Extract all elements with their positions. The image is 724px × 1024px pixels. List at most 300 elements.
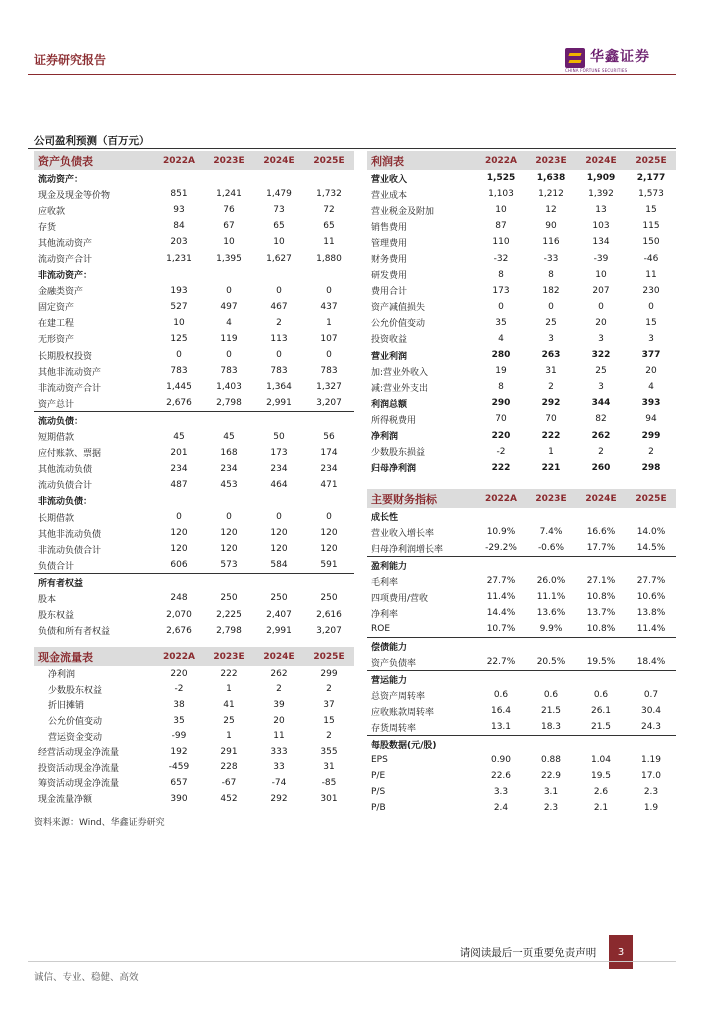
cell-value: 3,207 [316, 398, 342, 409]
cell-value: 260 [591, 462, 611, 473]
cell-value: 21.5 [590, 722, 612, 732]
cell-value: 10.8% [586, 624, 616, 634]
row-label: 应收款 [38, 206, 66, 217]
page-number: 3 [609, 935, 633, 969]
cell-value: 19 [495, 366, 507, 377]
cell-value: -0.6% [537, 543, 565, 553]
cell-value: -33 [543, 253, 559, 264]
row-label: 归母净利润 [371, 464, 417, 475]
cell-value: 2,991 [266, 398, 292, 409]
row-label: 非流动负债： [38, 497, 93, 508]
table-row [367, 411, 676, 427]
table-row [367, 315, 676, 331]
cell-value: 207 [592, 285, 610, 296]
cell-value: 222 [491, 462, 511, 473]
table-row [34, 186, 354, 202]
cell-value: 0 [326, 285, 332, 296]
year-header: 2024E [263, 155, 295, 166]
table-row [34, 234, 354, 250]
cell-value: 9.9% [539, 624, 563, 634]
cell-value: 15 [645, 205, 657, 216]
year-header: 2022A [484, 493, 517, 504]
row-label: 折旧摊销 [48, 701, 85, 712]
cell-value: 0 [548, 301, 554, 312]
row-label: 经营活动现金净流量 [38, 748, 120, 759]
table-header [34, 647, 354, 666]
row-label: 营业成本 [371, 190, 408, 201]
table-row [367, 719, 676, 735]
cell-value: 783 [320, 366, 338, 377]
table-row [34, 331, 354, 347]
table-header [367, 151, 676, 170]
table-row [367, 508, 676, 524]
cell-value: 30.4 [640, 706, 662, 716]
cell-value: 26.0% [536, 576, 566, 586]
row-label: 应付账款、票据 [38, 449, 102, 460]
row-label: 流动负债合计 [38, 481, 93, 492]
cell-value: 0.6 [593, 690, 609, 700]
cell-value: 24.3 [640, 722, 662, 732]
cell-value: 333 [270, 746, 288, 757]
cell-value: 783 [170, 366, 188, 377]
cell-value: 25 [595, 366, 607, 377]
table-row [34, 315, 354, 331]
cell-value: 27.7% [486, 576, 516, 586]
cell-value: 2,407 [266, 609, 292, 620]
cell-value: 3.3 [493, 787, 509, 797]
table-row [34, 395, 354, 411]
table-row [367, 800, 676, 816]
cell-value: 0.7 [643, 690, 659, 700]
cell-value: 390 [170, 793, 188, 804]
table-row [34, 509, 354, 525]
cell-value: 11.1% [536, 592, 566, 602]
logo-english-name: CHINA FORTUNE SECURITIES [565, 68, 628, 73]
cell-value: 292 [541, 398, 561, 409]
cell-value: 25 [545, 317, 557, 328]
cell-value: 193 [170, 285, 188, 296]
cell-value: 1,525 [486, 173, 516, 184]
row-label: EPS [371, 755, 388, 765]
data-source: 资料来源：Wind、华鑫证券研究 [34, 818, 165, 828]
cell-value: 0 [326, 350, 332, 361]
cell-value: 31 [323, 762, 335, 773]
cell-value: 120 [220, 528, 238, 539]
row-label: 净利率 [371, 609, 399, 620]
table-row [34, 573, 354, 590]
cell-value: 1,909 [586, 173, 616, 184]
cell-value: 15 [323, 715, 335, 726]
cell-value: 487 [170, 479, 188, 490]
row-label: 应收账款周转率 [371, 707, 435, 718]
table-row [367, 573, 676, 589]
cell-value: 8 [498, 269, 504, 280]
year-header: 2022A [162, 651, 195, 662]
table-row [367, 202, 676, 218]
table-header [34, 151, 354, 170]
row-label: 少数股东权益 [48, 685, 103, 696]
row-label: 股东权益 [38, 611, 75, 622]
cell-value: 120 [270, 528, 288, 539]
cell-value: 220 [170, 668, 188, 679]
caption-divider [28, 148, 676, 149]
year-header: 2025E [313, 651, 345, 662]
row-label: 净利润 [48, 670, 76, 681]
cell-value: 250 [270, 593, 288, 604]
table-row [34, 477, 354, 493]
cell-value: 377 [641, 350, 661, 361]
cell-value: 591 [320, 560, 338, 571]
cell-value: 38 [173, 699, 185, 710]
cell-value: 464 [270, 479, 288, 490]
cell-value: 21.5 [540, 706, 562, 716]
cell-value: 2.3 [543, 803, 559, 813]
row-label: P/E [371, 771, 386, 781]
cell-value: 2 [276, 317, 282, 328]
table-row [367, 637, 676, 654]
cell-value: 27.1% [586, 576, 616, 586]
cell-value: 19.5% [586, 657, 616, 667]
cell-value: 263 [541, 350, 561, 361]
cell-value: 452 [220, 793, 238, 804]
logo-name: 华鑫证券 [590, 49, 650, 65]
row-label: 管理费用 [371, 238, 408, 249]
row-label: 偿债能力 [371, 642, 408, 653]
row-label: 减:营业外支出 [371, 383, 429, 394]
cell-value: -67 [221, 777, 237, 788]
cell-value: 0 [326, 512, 332, 523]
year-header: 2023E [213, 651, 245, 662]
cell-value: 41 [223, 699, 235, 710]
cell-value: 2 [548, 382, 554, 393]
table-row [367, 605, 676, 621]
cell-value: 234 [320, 463, 338, 474]
row-label: 投资收益 [371, 335, 408, 346]
cell-value: 7.4% [539, 527, 563, 537]
table-row [367, 556, 676, 573]
table-row [367, 331, 676, 347]
cell-value: 584 [270, 560, 288, 571]
cell-value: 2,676 [166, 625, 192, 636]
cell-value: 527 [170, 301, 188, 312]
cell-value: 33 [273, 762, 285, 773]
cell-value: 65 [323, 221, 335, 232]
cell-value: 4 [648, 382, 654, 393]
row-label: 非流动负债合计 [38, 545, 102, 556]
cell-value: 2,177 [636, 173, 666, 184]
table-row [34, 411, 354, 428]
cell-value: -459 [168, 762, 190, 773]
table-row [34, 445, 354, 461]
cell-value: 467 [270, 301, 288, 312]
cell-value: 14.0% [636, 527, 666, 537]
cell-value: 70 [495, 414, 507, 425]
cell-value: 0 [226, 350, 232, 361]
cell-value: -32 [493, 253, 509, 264]
cell-value: 13.7% [586, 608, 616, 618]
cell-value: 230 [642, 285, 660, 296]
cell-value: 0 [226, 285, 232, 296]
cell-value: 120 [320, 544, 338, 555]
footer-divider [28, 961, 676, 962]
year-header: 2025E [635, 155, 667, 166]
cell-value: 221 [541, 462, 561, 473]
income-statement-table [367, 151, 676, 476]
year-header: 2023E [535, 493, 567, 504]
cell-value: 3 [598, 333, 604, 344]
cell-value: 1,241 [216, 189, 242, 200]
table-row [34, 283, 354, 299]
row-label: 无形资产 [38, 335, 75, 346]
cell-value: 299 [641, 430, 661, 441]
cell-value: 657 [170, 777, 188, 788]
cell-value: 2,225 [216, 609, 242, 620]
cell-value: 3 [598, 382, 604, 393]
cell-value: 0 [226, 512, 232, 523]
cell-value: 10 [223, 237, 235, 248]
cell-value: 192 [170, 746, 188, 757]
cell-value: 10.9% [486, 527, 516, 537]
cell-value: 120 [320, 528, 338, 539]
row-label: 现金流量净额 [38, 795, 93, 806]
cell-value: 18.4% [636, 657, 666, 667]
cell-value: 2.6 [593, 787, 609, 797]
table-row [367, 170, 676, 186]
row-label: 营运能力 [371, 675, 408, 686]
cell-value: 1.04 [590, 755, 612, 765]
table-row [34, 682, 354, 698]
table-row [367, 589, 676, 605]
cell-value: 1,880 [316, 253, 342, 264]
cell-value: 22.9 [540, 771, 562, 781]
cell-value: 14.4% [486, 608, 516, 618]
cell-value: 45 [223, 431, 235, 442]
table-title: 资产负债表 [38, 154, 93, 168]
table-row [367, 460, 676, 476]
cell-value: 0.6 [493, 690, 509, 700]
cell-value: 262 [270, 668, 288, 679]
cell-value: 134 [592, 237, 610, 248]
table-row [34, 170, 354, 186]
table-row [367, 687, 676, 703]
table-row [34, 697, 354, 713]
table-header [367, 489, 676, 508]
table-row [367, 218, 676, 234]
cell-value: 13.1 [490, 722, 512, 732]
cell-value: 17.7% [586, 543, 616, 553]
cell-value: 3,207 [316, 625, 342, 636]
cell-value: 783 [270, 366, 288, 377]
cell-value: 2,676 [166, 398, 192, 409]
cell-value: 107 [320, 333, 338, 344]
table-row [34, 525, 354, 541]
cell-value: -74 [271, 777, 287, 788]
cell-value: 2,798 [216, 625, 242, 636]
footer-motto: 诚信、专业、稳健、高效 [34, 972, 139, 983]
row-label: 流动负债： [38, 416, 84, 427]
table-title: 现金流量表 [38, 650, 93, 664]
cell-value: -46 [643, 253, 659, 264]
cell-value: 15 [645, 317, 657, 328]
cell-value: 851 [170, 189, 188, 200]
cell-value: 437 [320, 301, 338, 312]
row-label: 营业税金及附加 [371, 206, 435, 217]
cell-value: 0.6 [543, 690, 559, 700]
cell-value: -2 [496, 446, 506, 457]
cell-value: 31 [545, 366, 557, 377]
table-row [34, 250, 354, 266]
cell-value: 120 [170, 528, 188, 539]
cell-value: 11.4% [636, 624, 666, 634]
cell-value: 2.3 [643, 787, 659, 797]
cell-value: 262 [591, 430, 611, 441]
cell-value: 220 [491, 430, 511, 441]
cell-value: 0 [598, 301, 604, 312]
row-label: 成长性 [371, 512, 399, 523]
cell-value: 0 [498, 301, 504, 312]
cell-value: 150 [642, 237, 660, 248]
table-row [34, 728, 354, 744]
cell-value: 26.1 [590, 706, 612, 716]
row-label: 长期借款 [38, 513, 75, 524]
cell-value: 292 [270, 793, 288, 804]
year-header: 2024E [263, 651, 295, 662]
cell-value: 17.0 [640, 771, 662, 781]
cell-value: 290 [491, 398, 511, 409]
cell-value: 1 [226, 731, 232, 742]
cell-value: 201 [170, 447, 188, 458]
cell-value: 45 [173, 431, 185, 442]
table-row [34, 299, 354, 315]
cell-value: 14.5% [636, 543, 666, 553]
row-label: 现金及现金等价物 [38, 190, 111, 201]
row-label: ROE [371, 624, 391, 634]
cell-value: 65 [273, 221, 285, 232]
table-row [367, 768, 676, 784]
table-row [34, 666, 354, 682]
table-row [367, 670, 676, 687]
cell-value: -39 [593, 253, 609, 264]
cell-value: 173 [270, 447, 288, 458]
cell-value: 103 [592, 221, 610, 232]
cell-value: 67 [223, 221, 235, 232]
cell-value: 1 [226, 684, 232, 695]
cell-value: 1 [548, 446, 554, 457]
cell-value: 3.1 [543, 787, 559, 797]
cash-flow-table [34, 647, 354, 806]
cell-value: 2 [276, 684, 282, 695]
row-label: 加:营业外收入 [371, 367, 429, 378]
table-row [34, 623, 354, 639]
cell-value: 2,991 [266, 625, 292, 636]
cell-value: 228 [220, 762, 238, 773]
table-row [367, 752, 676, 768]
table-row [34, 791, 354, 807]
cell-value: 344 [591, 398, 611, 409]
table-row [367, 395, 676, 411]
row-label: 公允价值变动 [48, 717, 103, 728]
cell-value: 10 [273, 237, 285, 248]
cell-value: 22.7% [486, 657, 516, 667]
row-label: P/B [371, 803, 386, 813]
cell-value: 82 [595, 414, 607, 425]
row-label: 负债合计 [38, 561, 75, 572]
table-row [367, 250, 676, 266]
cell-value: 0 [176, 512, 182, 523]
cell-value: 1.9 [643, 803, 659, 813]
table-row [34, 218, 354, 234]
table-row [34, 461, 354, 477]
cell-value: 11 [323, 237, 335, 248]
cell-value: 3 [548, 333, 554, 344]
table-row [34, 760, 354, 776]
cell-value: 2.1 [593, 803, 609, 813]
table-row [34, 744, 354, 760]
table-row [367, 267, 676, 283]
cell-value: 2,798 [216, 398, 242, 409]
table-row [367, 621, 676, 637]
cell-value: 35 [495, 317, 507, 328]
cell-value: 8 [498, 382, 504, 393]
cell-value: 453 [220, 479, 238, 490]
cell-value: 606 [170, 560, 188, 571]
cell-value: 173 [492, 285, 510, 296]
cell-value: 10 [173, 317, 185, 328]
table-row [34, 267, 354, 283]
cell-value: 10 [595, 269, 607, 280]
row-label: 非流动资产合计 [38, 383, 102, 394]
cell-value: 10.7% [486, 624, 516, 634]
table-row [34, 202, 354, 218]
table-row [367, 524, 676, 540]
row-label: 其他流动资产 [38, 238, 93, 249]
row-label: 少数股东损益 [371, 448, 426, 459]
cell-value: -29.2% [485, 543, 517, 553]
table-title: 主要财务指标 [371, 492, 437, 506]
table-row [367, 540, 676, 556]
disclaimer-link[interactable]: 请阅读最后一页重要免责声明 [459, 946, 597, 959]
cell-value: -85 [321, 777, 337, 788]
cell-value: 20 [273, 715, 285, 726]
row-label: P/S [371, 787, 386, 797]
table-row [34, 557, 354, 573]
cell-value: 298 [641, 462, 661, 473]
row-label: 长期股权投资 [38, 351, 93, 362]
header-divider [28, 74, 676, 75]
row-label: 营运资金变动 [48, 732, 103, 743]
cell-value: 35 [173, 715, 185, 726]
cell-value: 203 [170, 237, 188, 248]
year-header: 2025E [313, 155, 345, 166]
table-row [367, 428, 676, 444]
row-label: 流动资产合计 [38, 255, 93, 266]
cell-value: 1,395 [216, 253, 242, 264]
cell-value: 73 [273, 205, 285, 216]
cell-value: 37 [323, 699, 335, 710]
cell-value: 3 [648, 333, 654, 344]
cell-value: 234 [270, 463, 288, 474]
table-row [367, 379, 676, 395]
cell-value: 355 [320, 746, 338, 757]
cell-value: 93 [173, 205, 185, 216]
cell-value: 1 [326, 317, 332, 328]
cell-value: 322 [591, 350, 611, 361]
cell-value: 291 [220, 746, 238, 757]
row-label: 负债和所有者权益 [38, 627, 111, 638]
row-label: 短期借款 [38, 433, 75, 444]
cell-value: 1,638 [536, 173, 566, 184]
cell-value: 2.4 [493, 803, 509, 813]
